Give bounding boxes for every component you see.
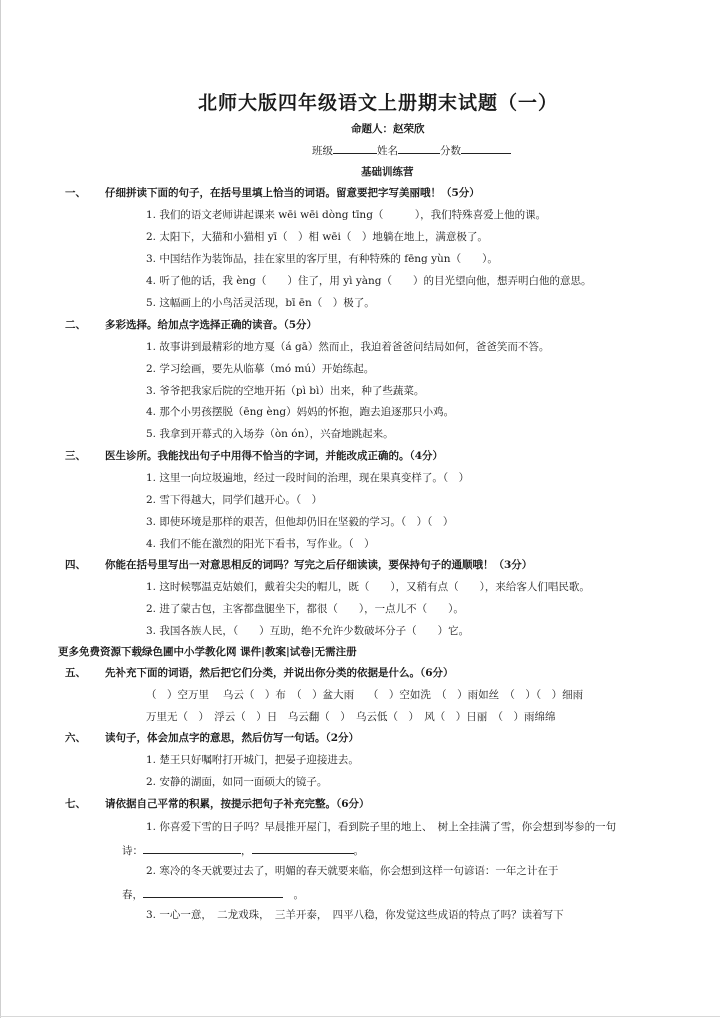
- q3-instruction: 医生诊所。我能找出句子中用得不恰当的字词，并能改成正确的。（4分）: [105, 450, 444, 462]
- section-title: 基础训练营: [361, 166, 414, 178]
- q1-item-5: 5. 这幅画上的小鸟活灵活现，bī ēn（ ）极了。: [146, 297, 375, 309]
- q7-number: 七、: [65, 798, 86, 810]
- q3-item-2: 2. 雪下得越大，同学们越开心。（ ）: [146, 494, 323, 506]
- q7-item-1-blank-b[interactable]: [252, 842, 354, 854]
- q6-instruction: 读句子，体会加点字的意思，然后仿写一句话。（2分）: [105, 732, 360, 744]
- q2-instruction: 多彩选择。给加点字选择正确的读音。（5分）: [105, 319, 318, 331]
- q4-item-1: 1. 这时候鄂温克姑娘们，戴着尖尖的帽儿，既（ ），又稍有点（ ），来给客人们唱民歌。: [146, 581, 590, 593]
- q7-item-1-prefix: 诗：: [122, 845, 143, 857]
- page-border-bottom: [0, 1016, 720, 1017]
- q7-item-2-blank[interactable]: [143, 886, 283, 898]
- score-label: 分数: [440, 145, 461, 157]
- class-label: 班级: [312, 145, 333, 157]
- q2-item-4: 4. 那个小男孩摆脱（ēng èng）妈妈的怀抱，跑去追逐那只小鸡。: [146, 406, 455, 418]
- name-label: 姓名: [377, 145, 398, 157]
- q1-item-1: 1. 我们的语文老师讲起课来 wēi wēi dòng tīng（ ），我们特殊喜爱上他的课。: [146, 209, 547, 221]
- q5-instruction: 先补充下面的词语，然后把它们分类，并说出你分类的依据是什么。（6分）: [105, 667, 454, 679]
- student-info-line: [312, 142, 511, 158]
- q1-item-3: 3. 中国结作为装饰品，挂在家里的客厅里，有种特殊的 fēng yùn（ ）。: [146, 253, 498, 265]
- q3-item-1: 1. 这里一向垃圾遍地，经过一段时间的治理，现在果真变样了。（ ）: [146, 472, 470, 484]
- q5-word-row-1: （ ）空万里 乌云（ ）布 （ ）盆大雨 （ ）空如洗 （ ）雨如丝 （ ）（ ）细雨: [146, 689, 584, 701]
- q6-heading: [65, 731, 359, 745]
- q1-number: 一、: [65, 187, 86, 199]
- q6-item-2: 2. 安静的湖面，如同一面硕大的镜子。: [146, 776, 328, 788]
- q7-item-2-prefix: 春，: [122, 889, 143, 901]
- q7-instruction: 请依据自己平常的积累，按提示把句子补充完整。（6分）: [105, 798, 370, 810]
- q4-heading: [65, 558, 532, 572]
- q5-heading: [65, 666, 454, 680]
- q4-instruction: 你能在括号里写出一对意思相反的词吗？写完之后仔细读读，要保持句子的通顺哦！（3分）: [105, 559, 533, 571]
- q3-item-3: 3. 即使环境是那样的艰苦，但他却仍旧在坚毅的学习。（ ）（ ）: [146, 516, 454, 528]
- class-blank[interactable]: [333, 142, 377, 154]
- q2-item-5: 5. 我拿到开幕式的入场券（òn ón），兴奋地跳起来。: [146, 428, 394, 440]
- q7-heading: [65, 797, 370, 811]
- q4-item-2: 2. 进了蒙古包，主客都盘腿坐下，都很（ ），一点儿不（ ）。: [146, 603, 464, 615]
- q1-heading: [65, 186, 480, 200]
- q7-item-1: 1. 你喜爱下雪的日子吗？早晨推开屋门，看到院子里的地上、 树上全挂满了雪，你会想到岑参的一句: [146, 821, 617, 833]
- q1-item-2: 2. 太阳下，大猫和小猫相 yī（ ）相 wēi（ ）地躺在地上，满意极了。: [146, 231, 488, 243]
- q3-number: 三、: [65, 450, 86, 462]
- q6-number: 六、: [65, 732, 86, 744]
- q4-item-3: 3. 我国各族人民，（ ）互助，绝不允许少数破坏分子（ ）它。: [146, 625, 470, 637]
- q5-number: 五、: [65, 667, 86, 679]
- q6-item-1: 1. 楚王只好嘱咐打开城门，把晏子迎接进去。: [146, 754, 359, 766]
- promo-line: 更多免费资源下载绿色圃中小学教化网 课件|教案|试卷|无需注册: [58, 646, 357, 658]
- page-border-left: [0, 0, 1, 1018]
- q2-heading: [65, 318, 317, 332]
- q1-instruction: 仔细拼读下面的句子，在括号里填上恰当的词语。留意要把字写美丽哦！（5分）: [105, 187, 480, 199]
- q7-item-2-answer: 春， 。: [122, 886, 304, 902]
- q7-item-1-blank-a[interactable]: [143, 842, 241, 854]
- q3-heading: [65, 449, 443, 463]
- q7-item-3: 3. 一心一意， 二龙戏珠， 三羊开泰， 四平八稳，你发觉这些成语的特点了吗？读着写下: [146, 909, 564, 921]
- q1-item-4: 4. 听了他的话，我 èng（ ）住了，用 yì yàng（ ）的目光望向他，想弄明白他的意思。: [146, 275, 592, 287]
- author-line: 命题人：赵荣欣: [351, 123, 425, 135]
- q3-item-4: 4. 我们不能在激烈的阳光下看书，写作业。（ ）: [146, 538, 375, 550]
- q5-word-row-2: 万里无（ ） 浮云（ ）日 乌云翻（ ） 乌云低（ ） 风（ ）日丽 （ ）雨绵绵: [146, 711, 556, 723]
- name-blank[interactable]: [398, 142, 440, 154]
- exam-title: 北师大版四年级语文上册期末试题（一）: [197, 92, 558, 114]
- q2-item-1: 1. 故事讲到最精彩的地方戛（á gā）然而止，我迫着爸爸问结局如何，爸爸笑而不答。: [146, 341, 550, 353]
- q2-item-2: 2. 学习绘画，要先从临摹（mó mú）开始练起。: [146, 363, 375, 375]
- q2-number: 二、: [65, 319, 86, 331]
- q4-number: 四、: [65, 559, 86, 571]
- q7-item-2: 2. 寒冷的冬天就要过去了，明媚的春天就要来临，你会想到这样一句谚语：一年之计在于: [146, 865, 559, 877]
- q7-item-1-answer: 诗： ， 。: [122, 842, 364, 858]
- score-blank[interactable]: [461, 142, 511, 154]
- q2-item-3: 3. 爷爷把我家后院的空地开拓（pì bì）出来，种了些蔬菜。: [146, 385, 425, 397]
